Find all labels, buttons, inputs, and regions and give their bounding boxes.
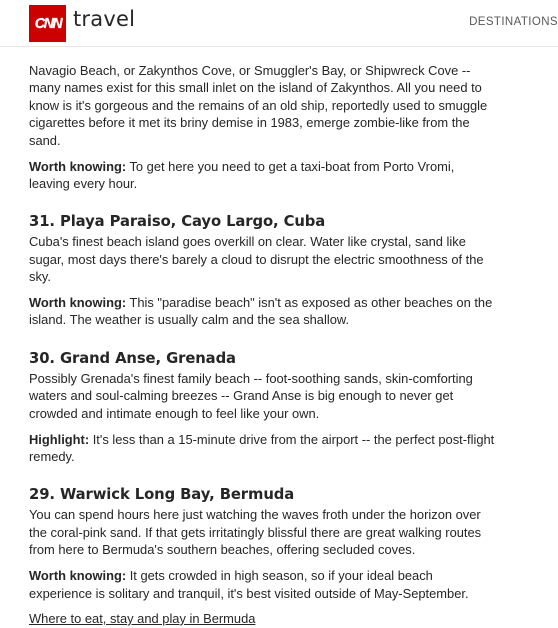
note-text: It gets crowded in high season, so if your ideal beach experience is solitary and tranquil, it's best visited outside of May-September.	[29, 568, 469, 601]
intro-paragraph: Navagio Beach, or Zakynthos Cove, or Smuggler's Bay, or Shipwreck Cove -- many names exist for this small inlet on the island of Zakynthos. All you need to know is it's gorgeous and the remains of an old ship, reportedly used to smuggle cigarettes before it met its briny demise in 1983, emerge zombie-like from the sand.	[29, 63, 488, 148]
entry-body-30: Possibly Grenada's finest family beach -- foot-soothing sands, skin-comforting waters and soul-calming breezes -- Grand Anse is big enough to never get crowded and intimate enough to feel like your own.	[29, 370, 473, 421]
note-text: This "paradise beach" isn't as exposed as other beaches on the island. The weather is usually calm and the sea shallow.	[29, 295, 493, 328]
article-body	[29, 62, 495, 628]
logo-text: CNN	[34, 15, 61, 32]
note-label: Highlight:	[29, 431, 90, 447]
entry-body-31: Cuba's finest beach island goes overkill on clear. Water like crystal, sand like sugar, most days there's barely a cloud to disrupt the electric smoothness of the sky.	[29, 234, 484, 285]
entry-note-29	[29, 567, 495, 602]
section-name-travel[interactable]: travel	[73, 7, 136, 31]
bermuda-guide-link[interactable]: Where to eat, stay and play in Bermuda	[29, 610, 256, 626]
entry-title-29: 29. Warwick Long Bay, Bermuda	[29, 486, 295, 504]
note-label: Worth knowing:	[29, 295, 127, 311]
entry-note-31	[29, 294, 495, 329]
cnn-logo[interactable]	[29, 5, 66, 42]
nav-destinations-link[interactable]: DESTINATIONS	[469, 16, 558, 28]
entry-title-31: 31. Playa Paraiso, Cayo Largo, Cuba	[29, 213, 326, 231]
intro-note	[29, 158, 495, 193]
entry-title-30: 30. Grand Anse, Grenada	[29, 349, 236, 367]
note-text: To get here you need to get a taxi-boat from Porto Vromi, leaving every hour.	[29, 158, 455, 191]
entry-note-30	[29, 431, 495, 466]
note-text: It's less than a 15-minute drive from the airport -- the perfect post-flight remedy.	[29, 431, 495, 464]
entry-body-29: You can spend hours here just watching the waves froth under the horizon over the coral-pink sand. If that gets irritatingly blissful there are great walking routes from here to Bermuda's southern beaches, offering secluded coves.	[29, 507, 482, 558]
note-label: Worth knowing:	[29, 568, 127, 584]
note-label: Worth knowing:	[29, 158, 127, 174]
site-header	[0, 0, 558, 47]
